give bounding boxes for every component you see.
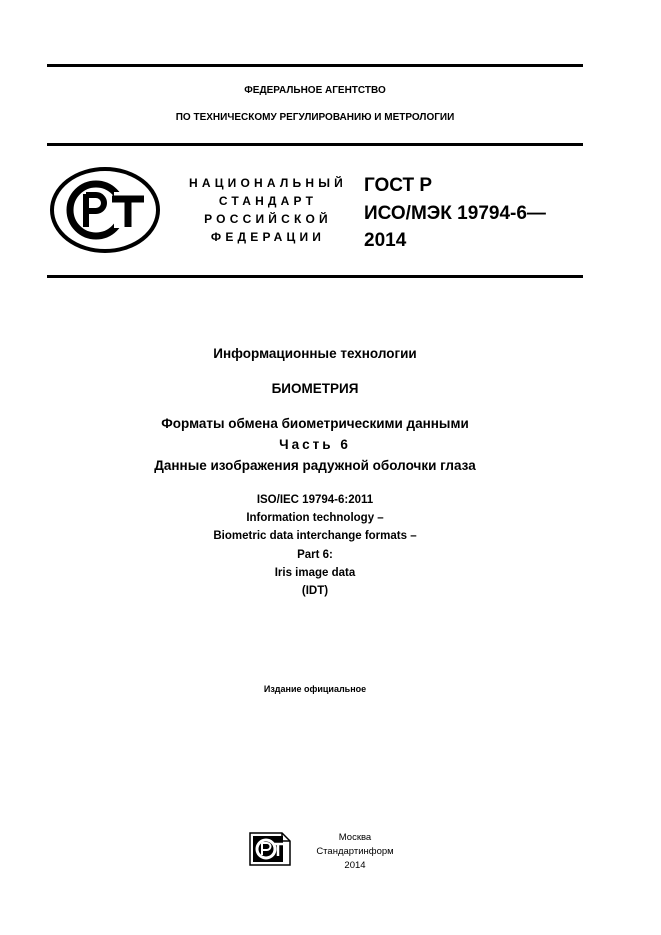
- national-line-4: ФЕДЕРАЦИИ: [210, 230, 326, 244]
- title-line-1: Информационные технологии: [213, 346, 417, 361]
- iso-line-1: ISO/IEC 19794-6:2011: [256, 494, 374, 506]
- standard-code-line-1: ГОСТ Р: [364, 175, 433, 196]
- national-line-2: СТАНДАРТ: [218, 194, 318, 208]
- gost-r-logo-icon: [50, 167, 160, 253]
- iso-line-3: Biometric data interchange formats –: [213, 530, 417, 542]
- standartinform-logo-icon: [248, 831, 292, 867]
- iso-line-4: Part 6:: [297, 549, 333, 561]
- top-rule: [47, 64, 583, 67]
- publisher-city: Москва: [338, 832, 372, 843]
- bottom-rule: [47, 275, 583, 278]
- national-line-3: РОССИЙСКОЙ: [204, 212, 332, 226]
- middle-rule: [47, 143, 583, 146]
- agency-line-2: ПО ТЕХНИЧЕСКОМУ РЕГУЛИРОВАНИЮ И МЕТРОЛОГИИ: [175, 112, 455, 123]
- standard-code-line-3: 2014: [364, 230, 407, 251]
- title-line-5: Данные изображения радужной оболочки глаза: [154, 458, 476, 473]
- title-line-4: Часть 6: [279, 437, 351, 452]
- publisher-year: 2014: [344, 860, 366, 871]
- title-line-2: БИОМЕТРИЯ: [271, 381, 359, 396]
- agency-line-1: ФЕДЕРАЛЬНОЕ АГЕНТСТВО: [244, 85, 386, 96]
- edition-label: Издание официальное: [263, 684, 367, 694]
- national-line-1: НАЦИОНАЛЬНЫЙ: [188, 176, 348, 190]
- iso-line-6: (IDT): [301, 585, 329, 597]
- standard-code-line-2: ИСО/МЭК 19794-6—: [364, 203, 546, 224]
- title-line-3: Форматы обмена биометрическими данными: [161, 416, 469, 431]
- publisher-name: Стандартинформ: [316, 846, 394, 857]
- iso-line-2: Information technology –: [246, 512, 384, 524]
- iso-line-5: Iris image data: [274, 567, 356, 579]
